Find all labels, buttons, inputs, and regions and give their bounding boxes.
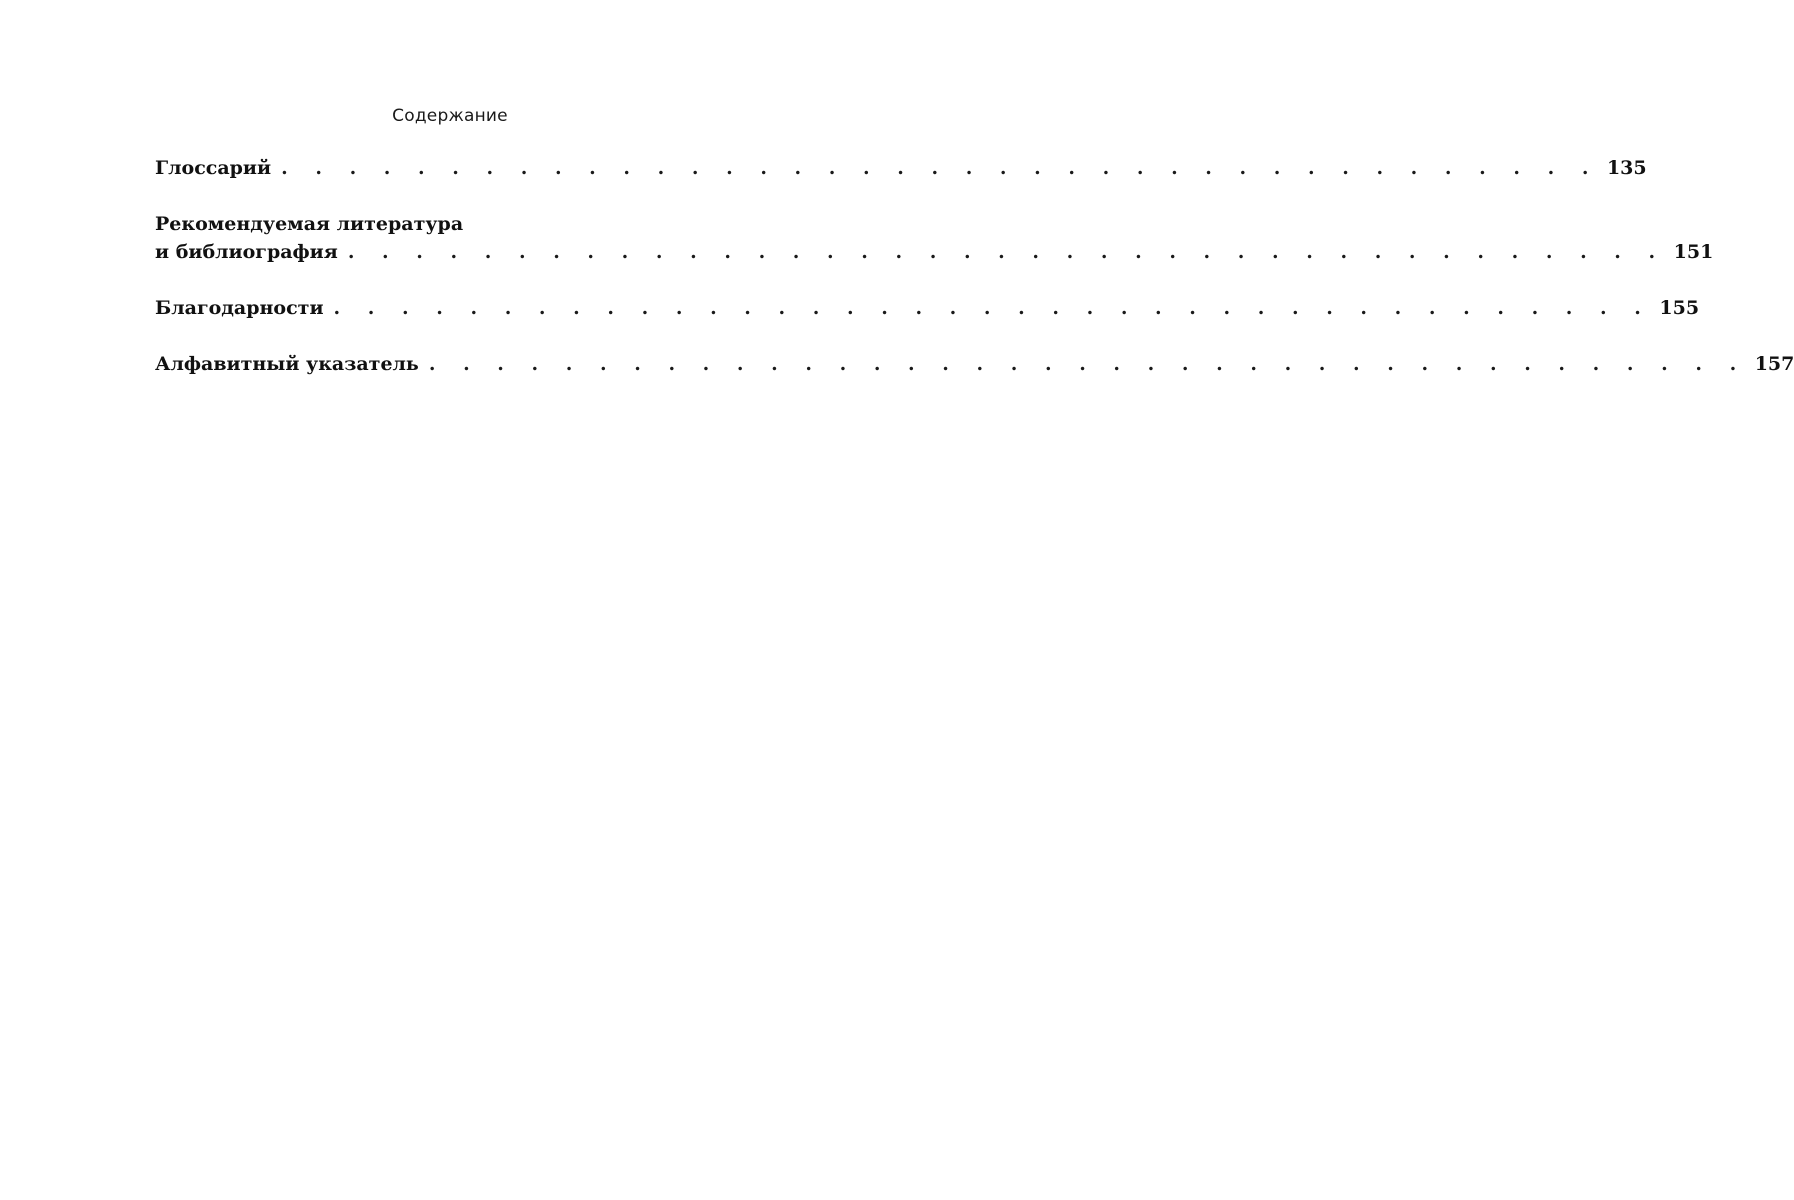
toc-entry-title: Рекомендуемая литература <box>155 213 464 235</box>
toc-entry-line <box>155 350 1794 378</box>
toc-entry-recommended-literature <box>155 210 1714 266</box>
toc-entry-title: Алфавитный указатель <box>155 353 419 375</box>
dot-leader: . . . . . . . . . . . . . . . . . . . . . . . . . . . . . . . . . . . . . . . <box>428 353 1747 375</box>
toc-entry-title: Благодарности <box>155 297 324 319</box>
dot-leader: . . . . . . . . . . . . . . . . . . . . . . . . . . . . . . . . . . . . . . . <box>281 157 1599 179</box>
toc-entry-page-number: 157 <box>1754 353 1794 375</box>
toc-entry-line <box>155 154 1647 182</box>
toc-entry-line <box>155 294 1700 322</box>
toc-entry-page-number: 155 <box>1659 297 1700 319</box>
toc-entry-line <box>155 210 685 238</box>
dot-leader: . . . . . . . . . . . . . . . . . . . . . . . . . . . . . . . . . . . . . . . <box>333 297 1652 319</box>
toc-entry-title-continued: и библиография <box>155 241 338 263</box>
toc-entry-title: Глоссарий <box>155 157 272 179</box>
toc-entry-line <box>155 238 1714 266</box>
toc-entry-index <box>155 350 1794 378</box>
toc-entry-page-number: 135 <box>1606 157 1647 179</box>
toc-entry-glossary <box>155 154 1647 182</box>
table-of-contents <box>155 154 1794 406</box>
dot-leader: . . . . . . . . . . . . . . . . . . . . . . . . . . . . . . . . . . . . . . . <box>347 241 1666 263</box>
page-header-title: Содержание <box>392 106 508 126</box>
toc-entry-page-number: 151 <box>1673 241 1714 263</box>
toc-entry-acknowledgements <box>155 294 1700 322</box>
